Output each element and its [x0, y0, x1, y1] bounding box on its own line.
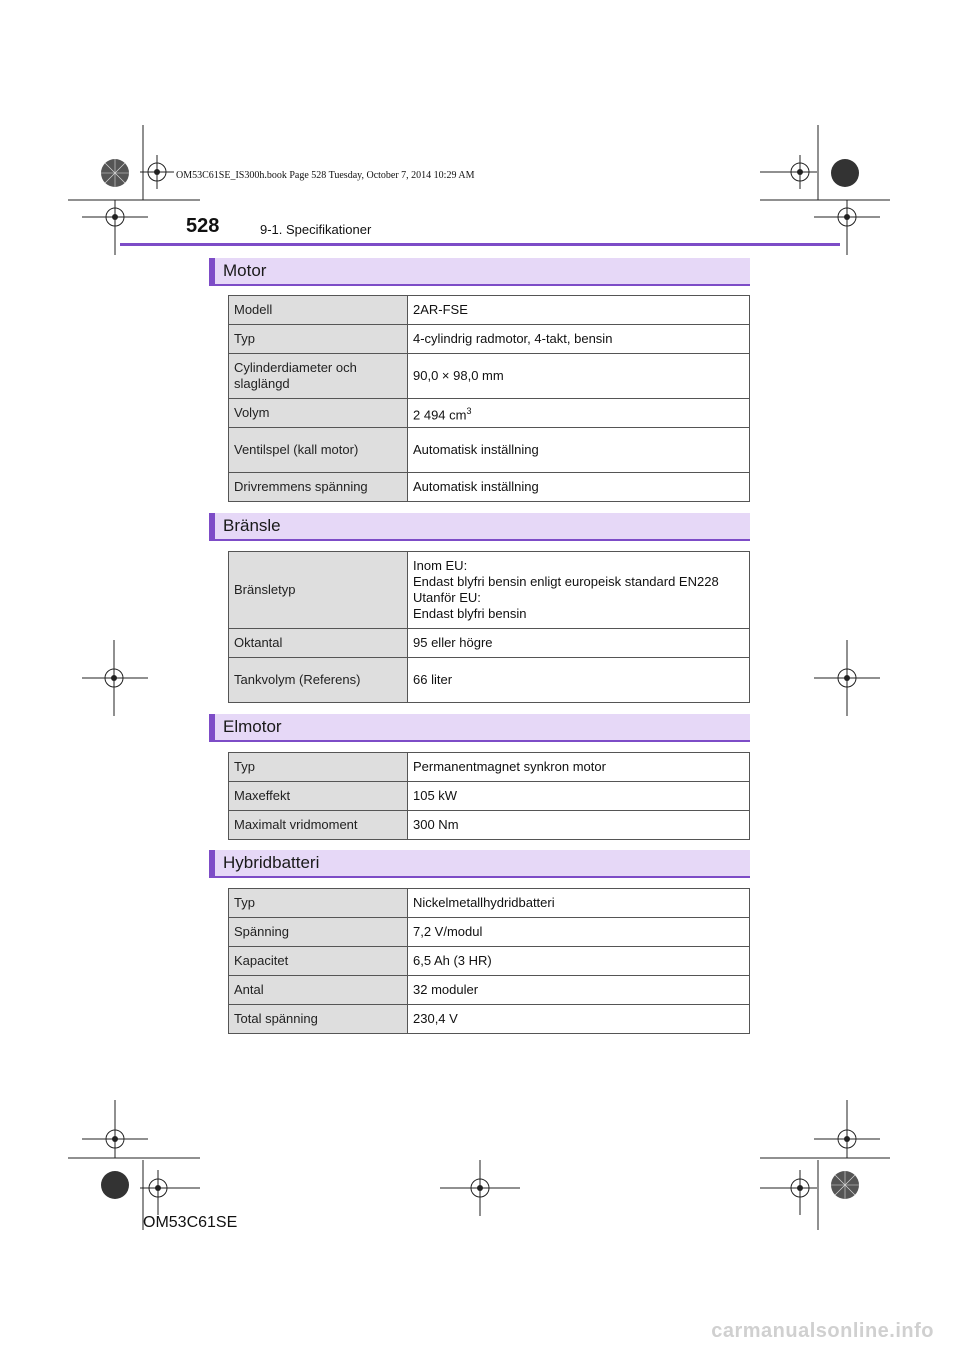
spec-key: Volym: [229, 399, 408, 428]
section-title: Bränsle: [223, 516, 281, 535]
table-row: [229, 811, 750, 840]
table-row: [229, 296, 750, 325]
footer-code: OM53C61SE: [143, 1214, 238, 1231]
spec-key: Oktantal: [229, 629, 408, 658]
spec-key: Spänning: [229, 918, 408, 947]
spec-value: 6,5 Ah (3 HR): [408, 947, 750, 976]
spec-value: 300 Nm: [408, 811, 750, 840]
spec-key: Ventilspel (kall motor): [229, 428, 408, 473]
spec-value: 2 494 $cm^3$: [408, 399, 750, 428]
superscript: 3: [466, 405, 472, 416]
spec-key: Typ: [229, 325, 408, 354]
table-row: [229, 399, 750, 428]
page-number: 528: [186, 215, 220, 237]
spec-key: Maximalt vridmoment: [229, 811, 408, 840]
table-row: [229, 428, 750, 473]
table-row: [229, 889, 750, 918]
spec-table-motor: [228, 295, 750, 502]
spec-table-fuel: [228, 551, 750, 703]
table-row: [229, 325, 750, 354]
spec-value: 7,2 V/modul: [408, 918, 750, 947]
spec-key: Tankvolym (Referens): [229, 658, 408, 703]
spec-key: Antal: [229, 976, 408, 1005]
section-title: Motor: [223, 261, 267, 280]
table-row: [229, 947, 750, 976]
spec-value: Automatisk inställning: [408, 473, 750, 502]
spec-table-electric-motor: [228, 752, 750, 840]
section-header-hybrid-battery: [209, 850, 750, 878]
table-row: [229, 629, 750, 658]
spec-value: 4-cylindrig radmotor, 4-takt, bensin: [408, 325, 750, 354]
watermark: carmanualsonline.info: [711, 1320, 934, 1342]
spec-value: Automatisk inställning: [408, 428, 750, 473]
spec-key: Cylinderdiameter och slaglängd: [229, 354, 408, 399]
table-row: [229, 782, 750, 811]
spec-value: Permanentmagnet synkron motor: [408, 753, 750, 782]
spec-value: 105 kW: [408, 782, 750, 811]
spec-value: Inom EU: Endast blyfri bensin enligt europeisk standard EN228 Utanför EU: Endast blyfri bensin: [408, 552, 750, 629]
spec-value: 66 liter: [408, 658, 750, 703]
table-row: [229, 658, 750, 703]
book-info-line: OM53C61SE_IS300h.book Page 528 Tuesday, October 7, 2014 10:29 AM: [176, 170, 475, 181]
spec-value: Nickelmetallhydridbatteri: [408, 889, 750, 918]
spec-table-hybrid-battery: [228, 888, 750, 1034]
chapter-title: 9-1. Specifikationer: [260, 222, 372, 237]
header-rule: [120, 243, 840, 246]
table-row: [229, 753, 750, 782]
table-row: [229, 1005, 750, 1034]
spec-value: 32 moduler: [408, 976, 750, 1005]
spec-key: Typ: [229, 753, 408, 782]
table-row: [229, 552, 750, 629]
section-header-electric-motor: [209, 714, 750, 742]
spec-key: Kapacitet: [229, 947, 408, 976]
spec-key: Modell: [229, 296, 408, 325]
spec-key: Total spänning: [229, 1005, 408, 1034]
table-row: [229, 918, 750, 947]
spec-value: 2AR-FSE: [408, 296, 750, 325]
section-header-fuel: [209, 513, 750, 541]
table-row: [229, 354, 750, 399]
spec-value: 95 eller högre: [408, 629, 750, 658]
section-title: Hybridbatteri: [223, 853, 320, 872]
table-row: [229, 473, 750, 502]
spec-key: Drivremmens spänning: [229, 473, 408, 502]
spec-value: 90,0 × 98,0 mm: [408, 354, 750, 399]
spec-key: Typ: [229, 889, 408, 918]
table-row: [229, 976, 750, 1005]
spec-key: Maxeffekt: [229, 782, 408, 811]
section-header-motor: [209, 258, 750, 286]
spec-value: 230,4 V: [408, 1005, 750, 1034]
section-title: Elmotor: [223, 717, 282, 736]
spec-key: Bränsletyp: [229, 552, 408, 629]
